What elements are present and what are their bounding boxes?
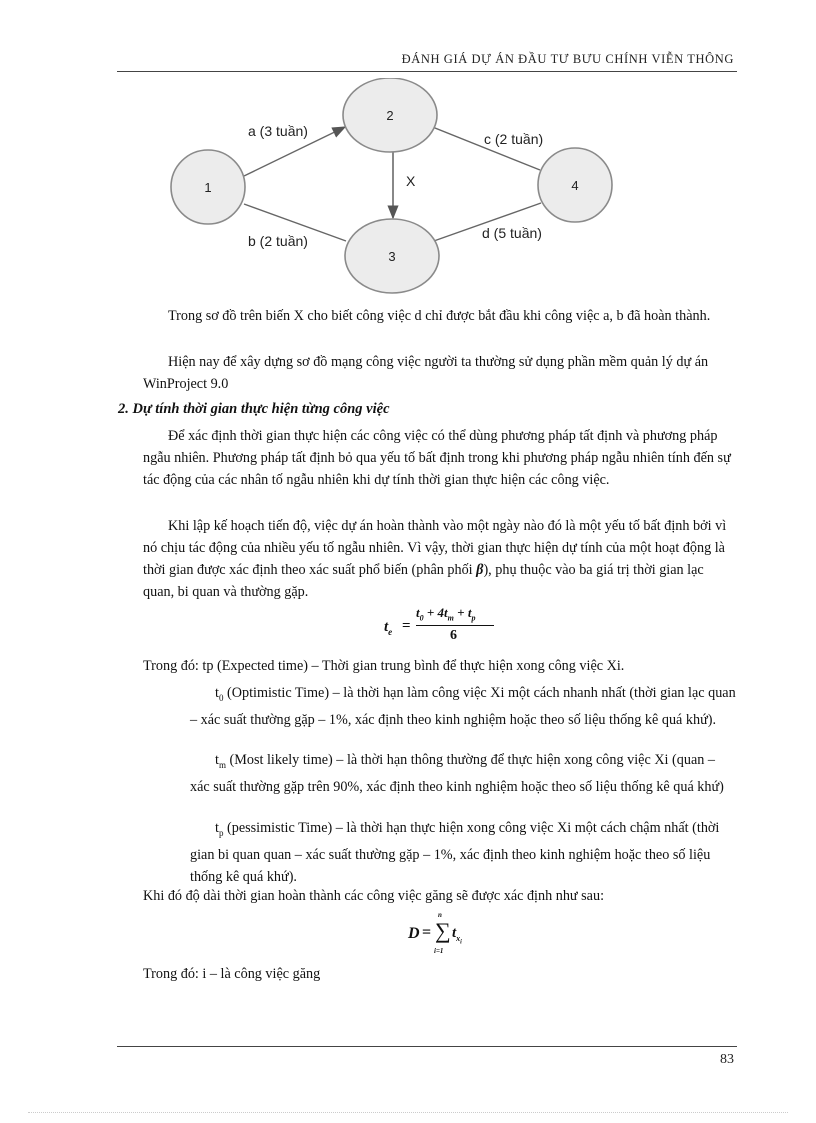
node-4-label: 4 <box>571 178 579 193</box>
page-number: 83 <box>720 1052 734 1067</box>
node-3-label: 3 <box>388 249 396 264</box>
footer-rule <box>117 1046 737 1047</box>
where-most-likely: $t_m$ (Most likely time) – là thời hạn thông thường để thực hiện xong công việc Xi (quan – xác suất thường gặp trên 90%, xác định theo kinh nghiệm hoặc theo số liệu thống kê quá khứ) <box>190 752 724 795</box>
paragraph-critical-duration: Khi đó độ dài thời gian hoàn thành các công việc găng sẽ được xác định như sau: <box>143 888 605 904</box>
edge-a-label: a (3 tuần) <box>248 123 308 139</box>
header-rule <box>117 71 737 72</box>
beta-symbol: β <box>476 562 484 578</box>
edge-c-label: c (2 tuần) <box>484 131 544 147</box>
network-diagram <box>160 78 620 300</box>
critical-sum-formula: D = n ∑ i=1 $t_{x_i}$ <box>408 911 462 955</box>
page-edge-dotted-line <box>28 1112 788 1113</box>
fraction-bar <box>416 625 494 626</box>
edge-x-label: X <box>406 173 416 189</box>
node-2-label: 2 <box>386 108 394 123</box>
edge-b-label: b (2 tuần) <box>248 233 308 249</box>
section-heading: 2. Dự tính thời gian thực hiện từng công việc <box>118 401 390 417</box>
paragraph-methods: Để xác định thời gian thực hiện các công việc có thể dùng phương pháp tất định và phương pháp ngẫu nhiên. Phương pháp tất định bỏ qua yếu tố bất định trong khi phương pháp ngẫu nhiên tính đến sự tác động của các nhân tố ngẫu nhiên khi dự tính thời gian thực hiện các công việc. <box>143 428 731 488</box>
where-optimistic: $t_0$ (Optimistic Time) – là thời hạn làm công việc Xi một cách nhanh nhất (thời gian lạc quan – xác suất thường gặp – 1%, xác định theo kinh nghiệm hoặc theo số liệu thống kê quá khứ). <box>190 685 736 728</box>
paragraph-winproject: Hiện nay để xây dựng sơ đồ mạng công việc người ta thường sử dụng phần mềm quản lý dự án WinProject 9.0 <box>143 354 709 392</box>
node-1-label: 1 <box>204 180 212 195</box>
node-2 <box>343 78 437 152</box>
where-expected: Trong đó: tp (Expected time) – Thời gian trung bình để thực hiện xong công việc Xi. <box>143 658 625 674</box>
node-1 <box>171 150 245 224</box>
paragraph-uncertainty: Khi lập kế hoạch tiến độ, việc dự án hoàn thành vào một ngày nào đó là một yếu tố bất định bởi vì nó chịu tác động của nhiều yếu tố ngẫu nhiên. Vì vậy, thời gian thực hiện dự tính của một hoạt động là thời gian được xác định theo xác suất phổ biến (phân phối β), phụ thuộc vào ba giá trị thời gian lạc quan, bi quan và thường gặp. <box>143 518 727 600</box>
running-header: ĐÁNH GIÁ DỰ ÁN ĐẦU TƯ BƯU CHÍNH VIỄN THÔNG <box>401 52 734 66</box>
where-pessimistic: $t_p$ (pessimistic Time) – là thời hạn thực hiện xong công việc Xi một cách chậm nhất (thời gian bi quan quan – xác suất thường gặp – 1%, xác định theo kinh nghiệm hoặc theo số liệu thống kê quá khứ). <box>190 820 720 885</box>
node-4 <box>538 148 612 222</box>
edge-d-label: d (5 tuần) <box>482 225 542 241</box>
where-critical: Trong đó: i – là công việc găng <box>143 966 321 982</box>
node-3 <box>345 219 439 293</box>
paragraph-diagram-note: Trong sơ đồ trên biến X cho biết công việc d chỉ được bắt đầu khi công việc a, b đã hoàn thành. <box>168 308 711 324</box>
expected-time-formula: $t_e$ = $t_0 + 4t_m + t_p$ 6 <box>384 605 494 645</box>
